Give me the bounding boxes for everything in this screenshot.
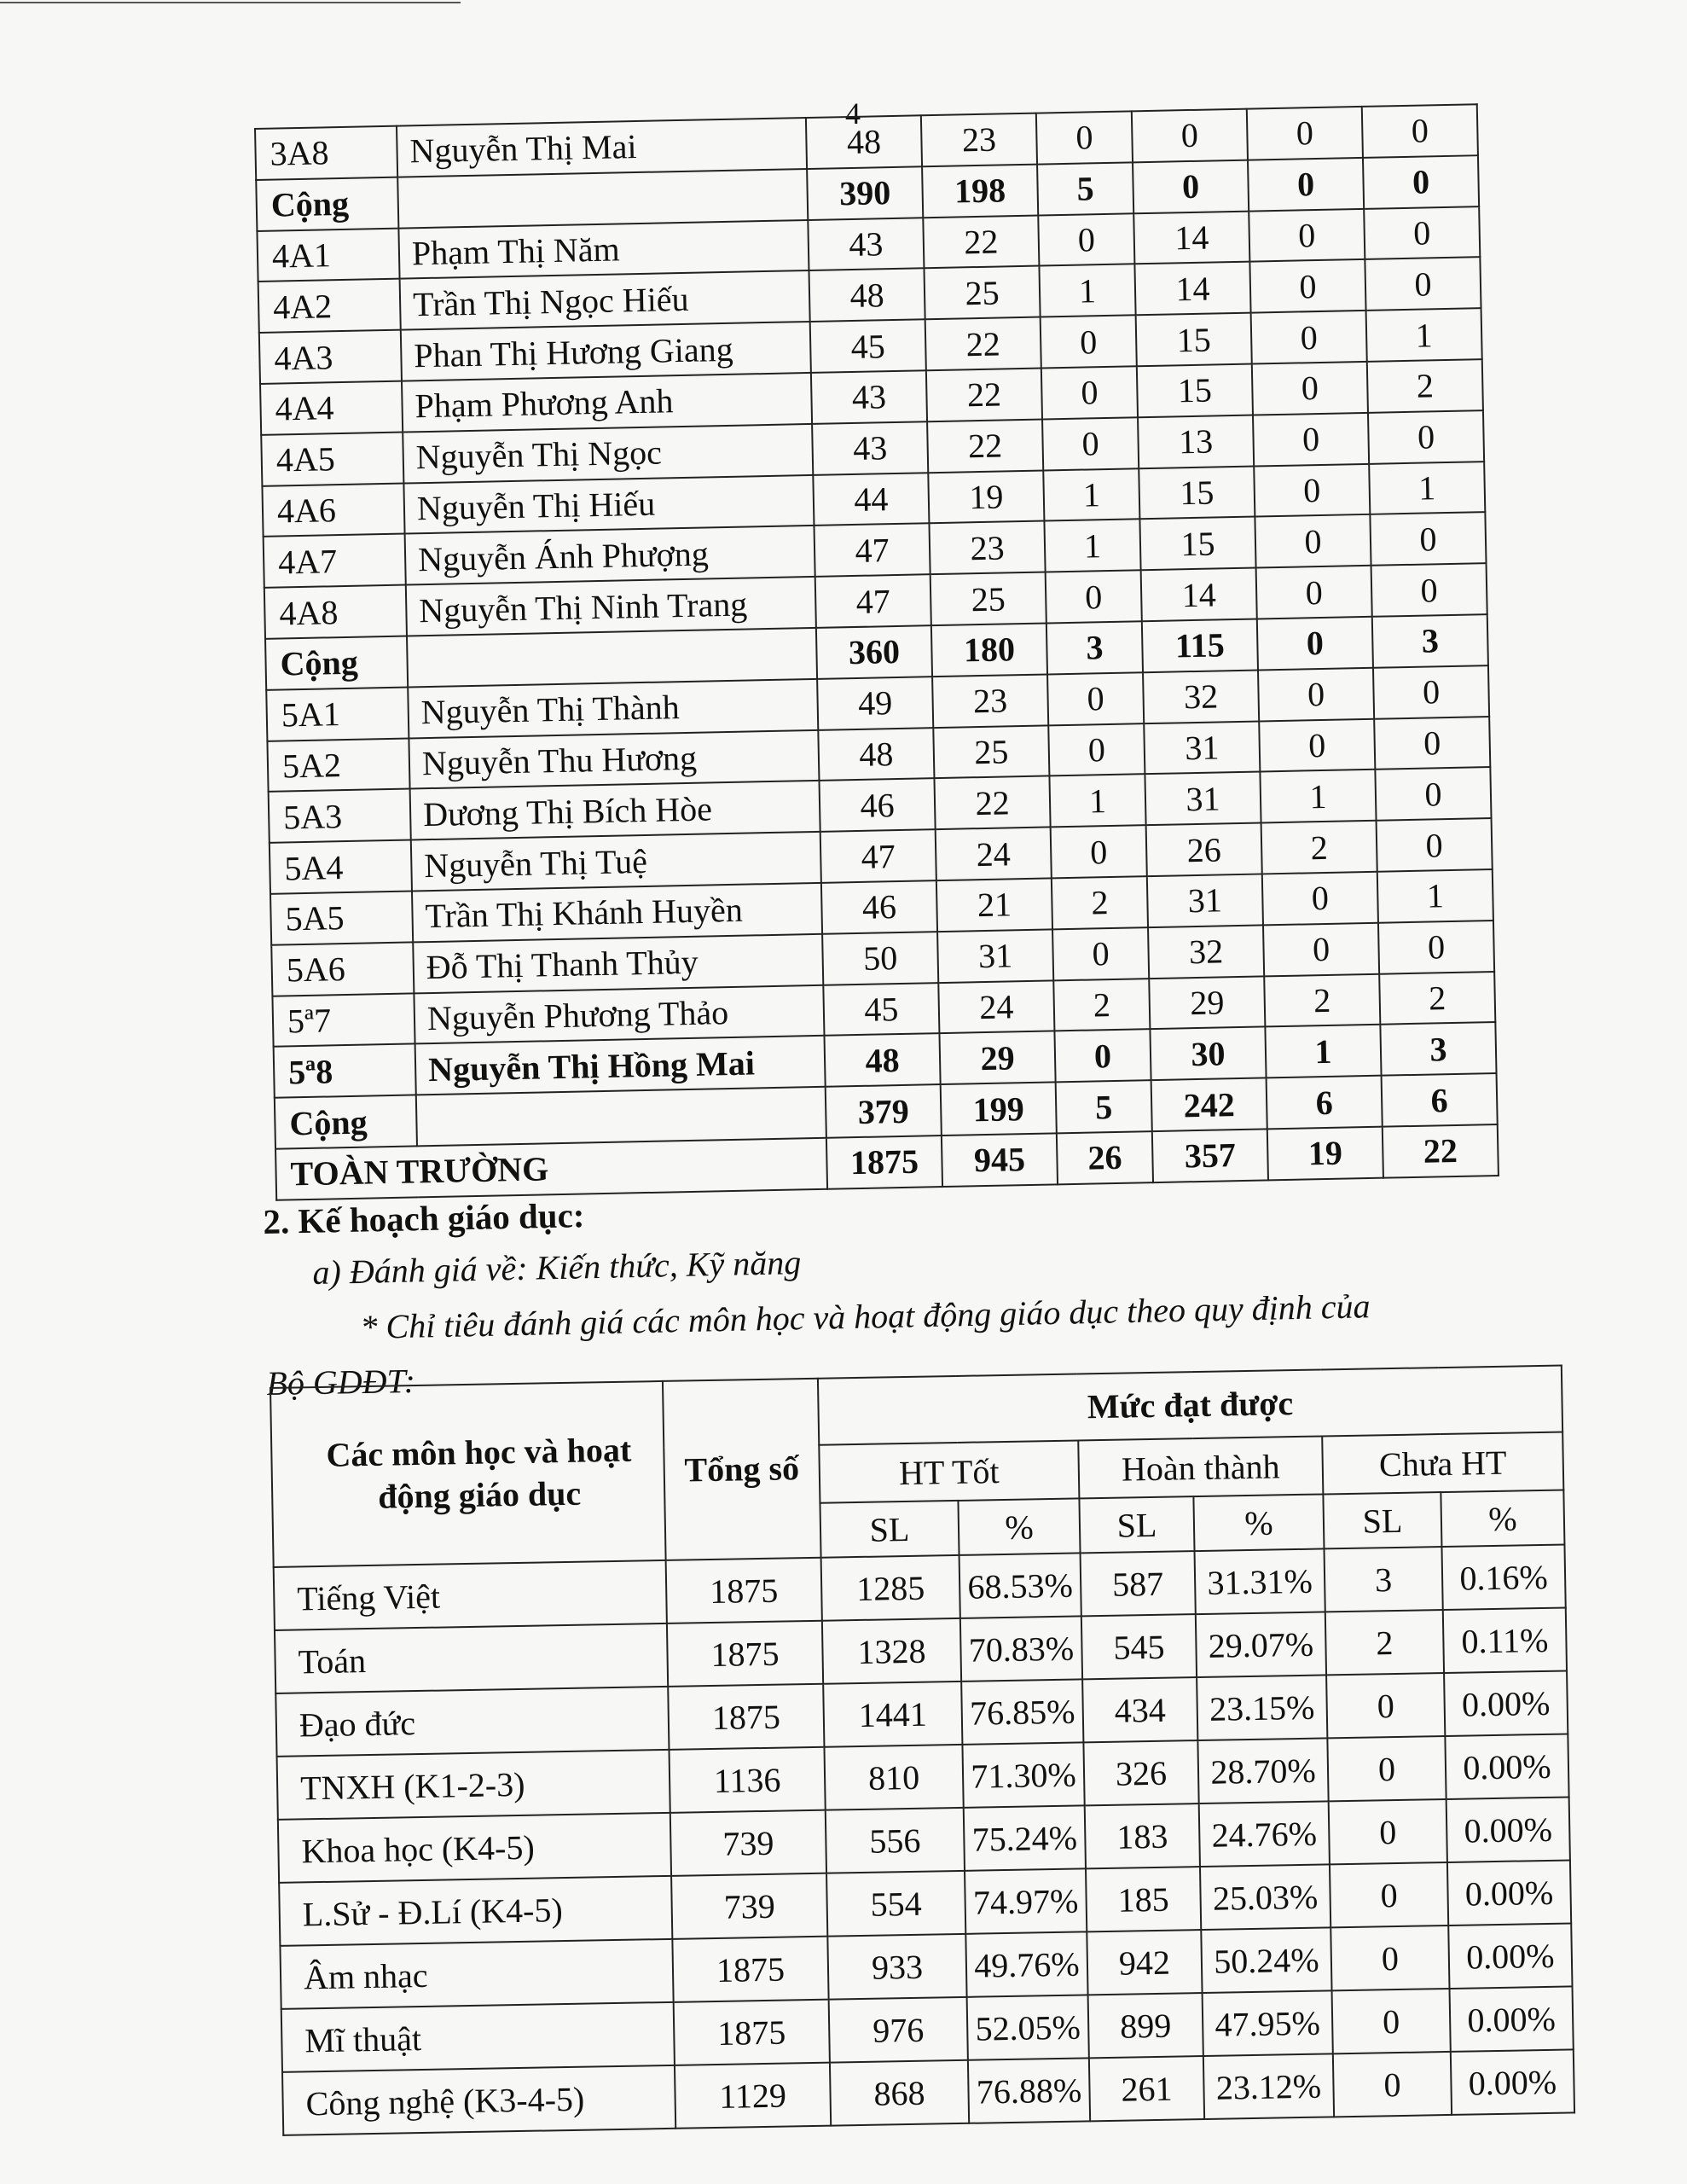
class-cell: 5ª7 <box>272 993 415 1047</box>
teacher-cell: Nguyễn Thị Hiếu <box>403 475 814 534</box>
class-cell: Cộng <box>256 177 398 230</box>
header-sl: SL <box>1323 1492 1441 1548</box>
hoan-thanh-sl-cell: 545 <box>1081 1614 1197 1679</box>
value-cell: 47 <box>814 524 930 577</box>
ht-tot-sl-cell: 868 <box>830 2060 969 2126</box>
class-cell: 5A5 <box>270 891 413 944</box>
value-cell: 1875 <box>826 1136 942 1188</box>
value-cell: 32 <box>1143 670 1259 723</box>
chua-ht-sl-cell: 0 <box>1327 1736 1446 1801</box>
class-results-body <box>255 104 1499 1199</box>
value-cell: 0 <box>1247 107 1363 160</box>
ht-tot-pct-cell: 74.97% <box>965 1868 1087 1933</box>
class-cell: 4A3 <box>259 330 402 384</box>
hoan-thanh-pct-cell: 25.03% <box>1200 1864 1330 1930</box>
value-cell: 15 <box>1137 364 1253 417</box>
teacher-cell: Nguyễn Thị Thành <box>408 679 818 738</box>
value-cell: 0 <box>1258 668 1374 721</box>
value-cell: 0 <box>1054 1029 1151 1082</box>
value-cell: 31 <box>1144 721 1260 774</box>
ht-tot-sl-cell: 1441 <box>823 1682 962 1747</box>
value-cell: 15 <box>1139 517 1255 570</box>
header-hoan-thanh: Hoàn thành <box>1078 1436 1323 1498</box>
hoan-thanh-sl-cell: 899 <box>1088 1993 1203 2058</box>
top-border-line <box>0 2 461 3</box>
value-cell: 2 <box>1264 973 1380 1026</box>
teacher-cell: Nguyễn Ánh Phượng <box>405 526 815 584</box>
value-cell: 47 <box>820 829 936 882</box>
value-cell: 0 <box>1052 927 1149 980</box>
value-cell: 379 <box>826 1084 942 1137</box>
class-cell: 4A2 <box>258 279 401 333</box>
header-ht-tot: HT Tốt <box>819 1440 1079 1502</box>
value-cell: 0 <box>1132 109 1248 162</box>
value-cell: 0 <box>1263 922 1379 975</box>
value-cell: 198 <box>922 164 1038 217</box>
value-cell: 2 <box>1052 876 1148 929</box>
value-cell: 199 <box>941 1083 1057 1136</box>
value-cell: 0 <box>1364 206 1480 259</box>
value-cell: 945 <box>942 1133 1058 1186</box>
header-sl: SL <box>820 1501 959 1558</box>
total-cell: 1875 <box>666 1558 822 1623</box>
value-cell: 0 <box>1362 104 1478 157</box>
value-cell: 0 <box>1371 563 1487 616</box>
value-cell: 48 <box>818 728 934 781</box>
value-cell: 23 <box>929 521 1045 574</box>
value-cell: 2 <box>1367 359 1483 412</box>
value-cell: 22 <box>934 776 1050 829</box>
value-cell: 46 <box>819 779 935 832</box>
value-cell: 29 <box>939 1031 1055 1084</box>
value-cell: 0 <box>1370 512 1486 565</box>
header-pct: % <box>958 1498 1080 1554</box>
value-cell: 0 <box>1253 413 1369 466</box>
chua-ht-sl-cell: 0 <box>1333 2052 1452 2117</box>
value-cell: 25 <box>924 266 1040 319</box>
value-cell: 0 <box>1046 570 1142 623</box>
value-cell: 31 <box>1145 772 1261 825</box>
chua-ht-pct-cell: 0.00% <box>1444 1671 1568 1737</box>
class-cell: Cộng <box>275 1095 417 1149</box>
value-cell: 31 <box>937 929 1053 982</box>
chua-ht-pct-cell: 0.00% <box>1448 1923 1572 1989</box>
teacher-cell: Trần Thị Ngọc Hiếu <box>400 270 810 329</box>
ht-tot-sl-cell: 554 <box>826 1871 965 1937</box>
criteria-line-2: Bộ GDĐT: <box>266 1361 416 1403</box>
ht-tot-pct-cell: 76.88% <box>968 2058 1090 2123</box>
chua-ht-pct-cell: 0.00% <box>1445 1734 1568 1799</box>
value-cell: 23 <box>921 113 1037 166</box>
teacher-cell: Nguyễn Thị Ngọc <box>403 424 813 483</box>
total-cell: 739 <box>671 1873 827 1939</box>
value-cell: 24 <box>938 980 1054 1033</box>
chua-ht-sl-cell: 2 <box>1325 1610 1444 1675</box>
value-cell: 0 <box>1041 366 1138 419</box>
total-cell: 1875 <box>674 2000 830 2065</box>
header-subject: Các môn học và hoạt động giáo dục <box>270 1381 666 1567</box>
value-cell: 0 <box>1048 723 1145 776</box>
value-cell: 0 <box>1257 617 1373 670</box>
value-cell: 26 <box>1057 1131 1153 1184</box>
section-heading: 2. Kế hoạch giáo dục: <box>263 1195 585 1241</box>
subject-evaluation-table <box>270 1365 1575 2136</box>
hoan-thanh-sl-cell: 587 <box>1081 1551 1196 1616</box>
chua-ht-sl-cell: 0 <box>1326 1673 1445 1738</box>
teacher-cell: Trần Thị Khánh Huyền <box>412 883 822 942</box>
value-cell: 25 <box>930 572 1046 625</box>
value-cell: 0 <box>1378 921 1494 973</box>
value-cell: 48 <box>809 269 925 322</box>
value-cell: 22 <box>926 369 1042 421</box>
value-cell: 47 <box>815 574 931 627</box>
subject-cell: Toán <box>275 1623 668 1693</box>
value-cell: 0 <box>1377 818 1493 871</box>
class-cell: Cộng <box>265 636 408 689</box>
value-cell: 0 <box>1256 566 1372 619</box>
value-cell: 3 <box>1380 1022 1496 1075</box>
class-cell: 4A4 <box>260 381 403 435</box>
class-cell: 5A6 <box>271 942 414 996</box>
value-cell: 0 <box>1249 259 1365 312</box>
value-cell: 48 <box>824 1033 940 1086</box>
ht-tot-sl-cell: 1285 <box>821 1555 960 1621</box>
hoan-thanh-pct-cell: 29.07% <box>1196 1612 1326 1677</box>
class-cell: 5ª8 <box>274 1044 416 1098</box>
value-cell: 14 <box>1134 262 1250 315</box>
hoan-thanh-sl-cell: 326 <box>1083 1740 1198 1805</box>
ht-tot-sl-cell: 1328 <box>822 1618 961 1684</box>
value-cell: 26 <box>1146 823 1262 876</box>
chua-ht-sl-cell: 0 <box>1330 1926 1449 1990</box>
class-cell: 4A1 <box>257 228 399 282</box>
total-cell: 1875 <box>668 1684 824 1750</box>
value-cell: 0 <box>1249 208 1365 261</box>
header-chua-ht: Chưa HT <box>1322 1432 1563 1495</box>
value-cell: 43 <box>808 218 924 270</box>
value-cell: 3 <box>1046 621 1143 674</box>
subject-cell: Khoa học (K4-5) <box>278 1813 671 1883</box>
value-cell: 360 <box>816 625 932 678</box>
value-cell: 242 <box>1151 1078 1267 1131</box>
subject-cell: Công nghệ (K3-4-5) <box>282 2065 675 2135</box>
value-cell: 15 <box>1139 466 1255 519</box>
ht-tot-pct-cell: 76.85% <box>961 1679 1083 1744</box>
total-cell: 1875 <box>667 1621 823 1687</box>
hoan-thanh-sl-cell: 183 <box>1085 1804 1200 1868</box>
value-cell: 0 <box>1374 717 1490 770</box>
value-cell: 115 <box>1142 619 1258 671</box>
ht-tot-pct-cell: 70.83% <box>960 1616 1082 1681</box>
teacher-cell: Đỗ Thị Thanh Thủy <box>413 934 823 993</box>
page-number: 4 <box>845 96 861 131</box>
chua-ht-pct-cell: 0.11% <box>1443 1608 1567 1674</box>
value-cell: 19 <box>1267 1127 1383 1180</box>
value-cell: 1 <box>1043 468 1139 521</box>
value-cell: 45 <box>823 983 939 1036</box>
teacher-cell <box>407 628 817 687</box>
chua-ht-sl-cell: 0 <box>1329 1799 1447 1864</box>
value-cell: 1 <box>1377 869 1493 922</box>
value-cell: 0 <box>1262 872 1378 925</box>
value-cell: 0 <box>1251 311 1367 363</box>
class-cell: 5A3 <box>269 789 411 843</box>
chua-ht-sl-cell: 0 <box>1330 1862 1448 1927</box>
teacher-cell: Nguyễn Thị Tuệ <box>411 832 821 891</box>
value-cell: 32 <box>1148 925 1264 978</box>
value-cell: 22 <box>923 215 1039 268</box>
value-cell: 3 <box>1372 614 1488 667</box>
class-cell: 4A5 <box>261 432 403 485</box>
value-cell: 0 <box>1133 160 1249 212</box>
subject-cell: Mĩ thuật <box>281 2002 675 2072</box>
ht-tot-pct-cell: 52.05% <box>967 1995 1089 2059</box>
total-cell: 739 <box>670 1810 826 1876</box>
hoan-thanh-sl-cell: 185 <box>1086 1867 1201 1931</box>
value-cell: 44 <box>813 473 929 526</box>
header-sl: SL <box>1079 1496 1194 1553</box>
value-cell: 43 <box>811 370 927 423</box>
hoan-thanh-pct-cell: 47.95% <box>1203 1990 1333 2056</box>
class-cell: 4A6 <box>262 483 404 537</box>
hoan-thanh-pct-cell: 23.12% <box>1203 2053 1334 2119</box>
value-cell: 50 <box>822 932 938 985</box>
total-cell: 1875 <box>672 1937 828 2002</box>
subject-cell: Đạo đức <box>275 1687 669 1757</box>
teacher-cell: Phan Thị Hương Giang <box>401 322 811 380</box>
teacher-cell: Nguyễn Thị Ninh Trang <box>406 577 816 636</box>
header-pct: % <box>1193 1494 1324 1551</box>
value-cell: 0 <box>1036 111 1133 164</box>
value-cell: 14 <box>1141 568 1257 621</box>
value-cell: 31 <box>1147 874 1263 926</box>
value-cell: 5 <box>1056 1080 1152 1133</box>
value-cell: 1 <box>1366 308 1482 361</box>
class-cell: 5A4 <box>270 840 412 894</box>
value-cell: 45 <box>810 319 926 372</box>
class-cell: 5A1 <box>266 687 409 741</box>
value-cell: 180 <box>931 623 1047 676</box>
hoan-thanh-sl-cell: 261 <box>1089 2056 1204 2121</box>
value-cell: 0 <box>1255 514 1371 567</box>
value-cell: 0 <box>1375 767 1491 820</box>
total-cell: 1136 <box>669 1747 825 1813</box>
subject-cell: TNXH (K1-2-3) <box>277 1750 670 1820</box>
class-results-table <box>254 103 1499 1200</box>
value-cell: 0 <box>1248 158 1364 211</box>
hoan-thanh-sl-cell: 434 <box>1082 1677 1197 1742</box>
teacher-cell: Nguyễn Thị Mai <box>397 118 807 177</box>
value-cell: 30 <box>1150 1027 1266 1080</box>
value-cell: 21 <box>936 878 1052 931</box>
chua-ht-sl-cell: 0 <box>1332 1989 1451 2053</box>
value-cell: 0 <box>1254 463 1370 516</box>
value-cell: 2 <box>1379 972 1495 1025</box>
value-cell: 2 <box>1261 821 1377 874</box>
teacher-cell <box>397 169 808 228</box>
value-cell: 0 <box>1047 672 1144 725</box>
value-cell: 22 <box>1383 1124 1499 1177</box>
teacher-cell <box>416 1087 826 1146</box>
subject-cell: Tiếng Việt <box>274 1560 667 1630</box>
ht-tot-sl-cell: 933 <box>827 1934 966 2000</box>
value-cell: 22 <box>927 419 1043 472</box>
teacher-cell: Phạm Phương Anh <box>402 373 812 432</box>
value-cell: 357 <box>1152 1129 1268 1182</box>
value-cell: 25 <box>933 725 1049 778</box>
value-cell: 19 <box>928 470 1044 523</box>
value-cell: 0 <box>1365 258 1481 311</box>
subject-cell: L.Sử - Đ.Lí (K4-5) <box>279 1876 672 1946</box>
ht-tot-pct-cell: 71.30% <box>962 1742 1084 1807</box>
value-cell: 14 <box>1133 211 1249 264</box>
ht-tot-sl-cell: 556 <box>826 1808 965 1873</box>
chua-ht-pct-cell: 0.00% <box>1446 1797 1570 1862</box>
value-cell: 0 <box>1038 213 1134 266</box>
class-cell: 3A8 <box>255 126 397 180</box>
class-cell: TOÀN TRƯỜNG <box>275 1138 827 1200</box>
class-cell: 4A8 <box>264 585 407 639</box>
ht-tot-sl-cell: 810 <box>824 1745 963 1810</box>
value-cell: 0 <box>1252 362 1368 415</box>
chua-ht-sl-cell: 3 <box>1324 1547 1442 1612</box>
value-cell: 5 <box>1037 162 1133 215</box>
value-cell: 0 <box>1373 665 1489 718</box>
subsection-a: a) Đánh giá về: Kiến thức, Kỹ năng <box>312 1243 802 1292</box>
value-cell: 13 <box>1138 415 1254 468</box>
value-cell: 49 <box>817 677 933 729</box>
subject-cell: Âm nhạc <box>280 1939 673 2009</box>
chua-ht-pct-cell: 0.00% <box>1447 1860 1571 1926</box>
value-cell: 22 <box>925 317 1041 370</box>
class-cell: 4A7 <box>264 534 406 588</box>
value-cell: 23 <box>932 674 1048 727</box>
value-cell: 24 <box>936 828 1052 880</box>
value-cell: 1 <box>1049 775 1145 828</box>
class-cell: 5A2 <box>267 738 409 792</box>
value-cell: 390 <box>807 166 923 219</box>
value-cell: 48 <box>806 115 922 168</box>
value-cell: 29 <box>1149 976 1265 1029</box>
ht-tot-pct-cell: 75.24% <box>964 1805 1086 1870</box>
header-pct: % <box>1441 1490 1564 1548</box>
chua-ht-pct-cell: 0.00% <box>1450 1986 1574 2052</box>
subject-evaluation-body <box>274 1545 1574 2135</box>
ht-tot-pct-cell: 49.76% <box>965 1931 1087 1996</box>
value-cell: 6 <box>1267 1076 1383 1129</box>
header-level: Mức đạt được <box>818 1366 1562 1445</box>
value-cell: 0 <box>1042 417 1139 470</box>
value-cell: 0 <box>1368 410 1484 463</box>
criteria-line-1: * Chỉ tiêu đánh giá các môn học và hoạt động giáo dục theo quy định của <box>360 1287 1371 1346</box>
value-cell: 0 <box>1259 718 1375 771</box>
value-cell: 1 <box>1039 264 1135 317</box>
value-cell: 0 <box>1041 315 1137 368</box>
hoan-thanh-pct-cell: 31.31% <box>1195 1548 1325 1614</box>
hoan-thanh-pct-cell: 50.24% <box>1201 1927 1331 1993</box>
value-cell: 46 <box>821 880 937 933</box>
value-cell: 0 <box>1051 825 1147 878</box>
hoan-thanh-pct-cell: 24.76% <box>1199 1801 1330 1867</box>
header-total: Tổng số <box>663 1379 821 1560</box>
value-cell: 1 <box>1260 770 1376 822</box>
hoan-thanh-pct-cell: 23.15% <box>1197 1675 1327 1740</box>
value-cell: 15 <box>1136 313 1252 366</box>
teacher-cell: Nguyễn Thị Hồng Mai <box>415 1036 826 1095</box>
teacher-cell: Nguyễn Phương Thảo <box>414 985 824 1043</box>
hoan-thanh-sl-cell: 942 <box>1087 1930 1202 1995</box>
value-cell: 6 <box>1382 1073 1498 1126</box>
teacher-cell: Dương Thị Bích Hòe <box>410 781 820 839</box>
value-cell: 1 <box>1369 462 1485 514</box>
value-cell: 1 <box>1044 520 1140 572</box>
total-cell: 1129 <box>675 2063 831 2129</box>
ht-tot-pct-cell: 68.53% <box>959 1553 1081 1618</box>
value-cell: 43 <box>812 421 928 474</box>
ht-tot-sl-cell: 976 <box>829 1997 968 2063</box>
value-cell: 0 <box>1363 155 1479 208</box>
teacher-cell: Phạm Thị Năm <box>398 220 809 279</box>
teacher-cell: Nguyễn Thu Hương <box>409 729 819 788</box>
chua-ht-pct-cell: 0.00% <box>1451 2049 1574 2115</box>
chua-ht-pct-cell: 0.16% <box>1441 1545 1565 1611</box>
value-cell: 1 <box>1265 1025 1381 1077</box>
hoan-thanh-pct-cell: 28.70% <box>1197 1738 1328 1804</box>
value-cell: 2 <box>1053 979 1150 1031</box>
